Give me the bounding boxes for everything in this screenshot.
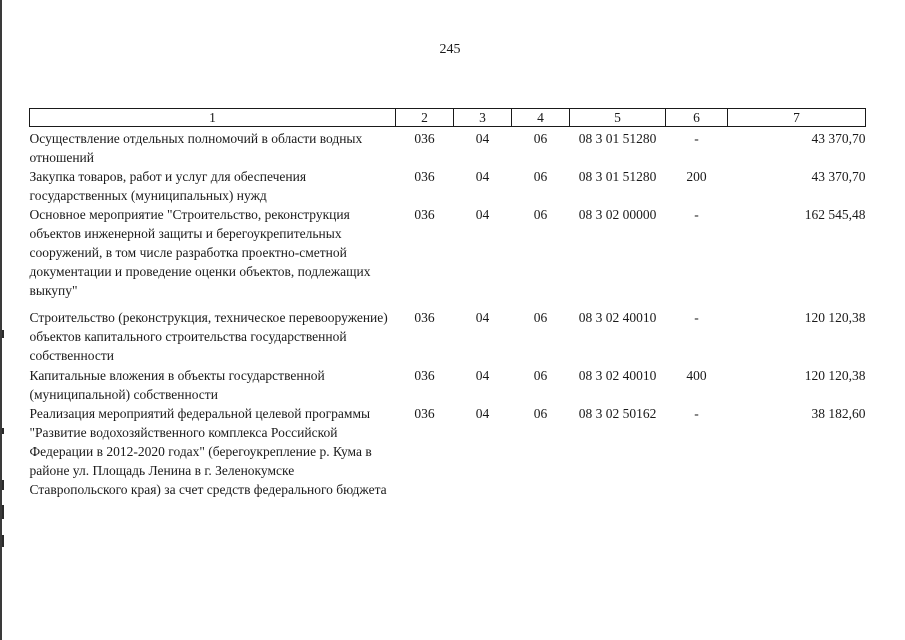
row-amount: 162 545,48 (804, 207, 866, 222)
row-section: 04 (475, 368, 490, 383)
row-target-article: 08 3 02 50162 (578, 406, 657, 421)
row-subsection: 06 (533, 310, 548, 325)
row-section: 04 (475, 169, 490, 184)
row-target-article: 08 3 02 40010 (578, 368, 657, 383)
table-row (30, 205, 866, 308)
row-expense-type: - (694, 131, 699, 146)
scan-mark (2, 330, 4, 338)
column-header: 2 (396, 109, 454, 127)
row-name: Строительство (реконструкция, техническое перевооружение) объектов капитального строительства государственной собственности (29, 310, 388, 363)
row-amount: 38 182,60 (811, 406, 866, 421)
row-expense-type: - (694, 310, 699, 325)
table-row (30, 127, 866, 168)
row-subsection: 06 (533, 207, 548, 222)
page-number: 245 (439, 42, 461, 57)
table-row (30, 308, 866, 366)
row-code: 036 (414, 406, 435, 421)
row-code: 036 (414, 207, 435, 222)
column-number-row (30, 109, 866, 127)
row-expense-type: 200 (686, 169, 707, 184)
row-subsection: 06 (533, 406, 548, 421)
row-name: Закупка товаров, работ и услуг для обеспечения государственных (муниципальных) нужд (29, 169, 307, 203)
row-target-article: 08 3 01 51280 (578, 131, 657, 146)
budget-table (29, 108, 866, 519)
scan-mark (2, 480, 4, 490)
row-section: 04 (475, 207, 490, 222)
row-target-article: 08 3 01 51280 (578, 169, 657, 184)
row-name: Капитальные вложения в объекты государственной (муниципальной) собственности (29, 368, 325, 402)
row-code: 036 (414, 131, 435, 146)
row-target-article: 08 3 02 00000 (578, 207, 657, 222)
row-name: Осуществление отдельных полномочий в области водных отношений (29, 131, 363, 165)
row-code: 036 (414, 310, 435, 325)
row-section: 04 (475, 310, 490, 325)
table-row (30, 404, 866, 519)
row-subsection: 06 (533, 169, 548, 184)
row-amount: 43 370,70 (811, 169, 866, 184)
table-row (30, 366, 866, 404)
table-row (30, 167, 866, 205)
row-subsection: 06 (533, 368, 548, 383)
column-header: 4 (512, 109, 570, 127)
row-target-article: 08 3 02 40010 (578, 310, 657, 325)
row-subsection: 06 (533, 131, 548, 146)
row-code: 036 (414, 169, 435, 184)
column-header: 7 (728, 109, 866, 127)
row-amount: 120 120,38 (804, 310, 866, 325)
scan-mark (2, 428, 4, 434)
column-header: 3 (454, 109, 512, 127)
column-header: 5 (570, 109, 666, 127)
scan-mark (2, 535, 4, 547)
row-section: 04 (475, 406, 490, 421)
column-header: 1 (30, 109, 396, 127)
row-name: Основное мероприятие "Строительство, реконструкция объектов инженерной защиты и берегоукрепительных сооружений, в том числе разработка проектно-сметной документации и проведение оценки объектов, подлежащих выкупу" (29, 207, 371, 298)
row-expense-type: - (694, 406, 699, 421)
scan-mark (2, 505, 4, 519)
row-expense-type: 400 (686, 368, 707, 383)
row-code: 036 (414, 368, 435, 383)
row-amount: 43 370,70 (811, 131, 866, 146)
row-expense-type: - (694, 207, 699, 222)
column-header: 6 (666, 109, 728, 127)
row-amount: 120 120,38 (804, 368, 866, 383)
row-section: 04 (475, 131, 490, 146)
row-name: Реализация мероприятий федеральной целевой программы "Развитие водохозяйственного комплекса Российской Федерации в 2012-2020 годах" (берегоукрепление р. Кума в районе ул. Площадь Ленина в г. Зеленокумске Ставропольского края) за счет средств федерального бюджета (29, 406, 387, 497)
